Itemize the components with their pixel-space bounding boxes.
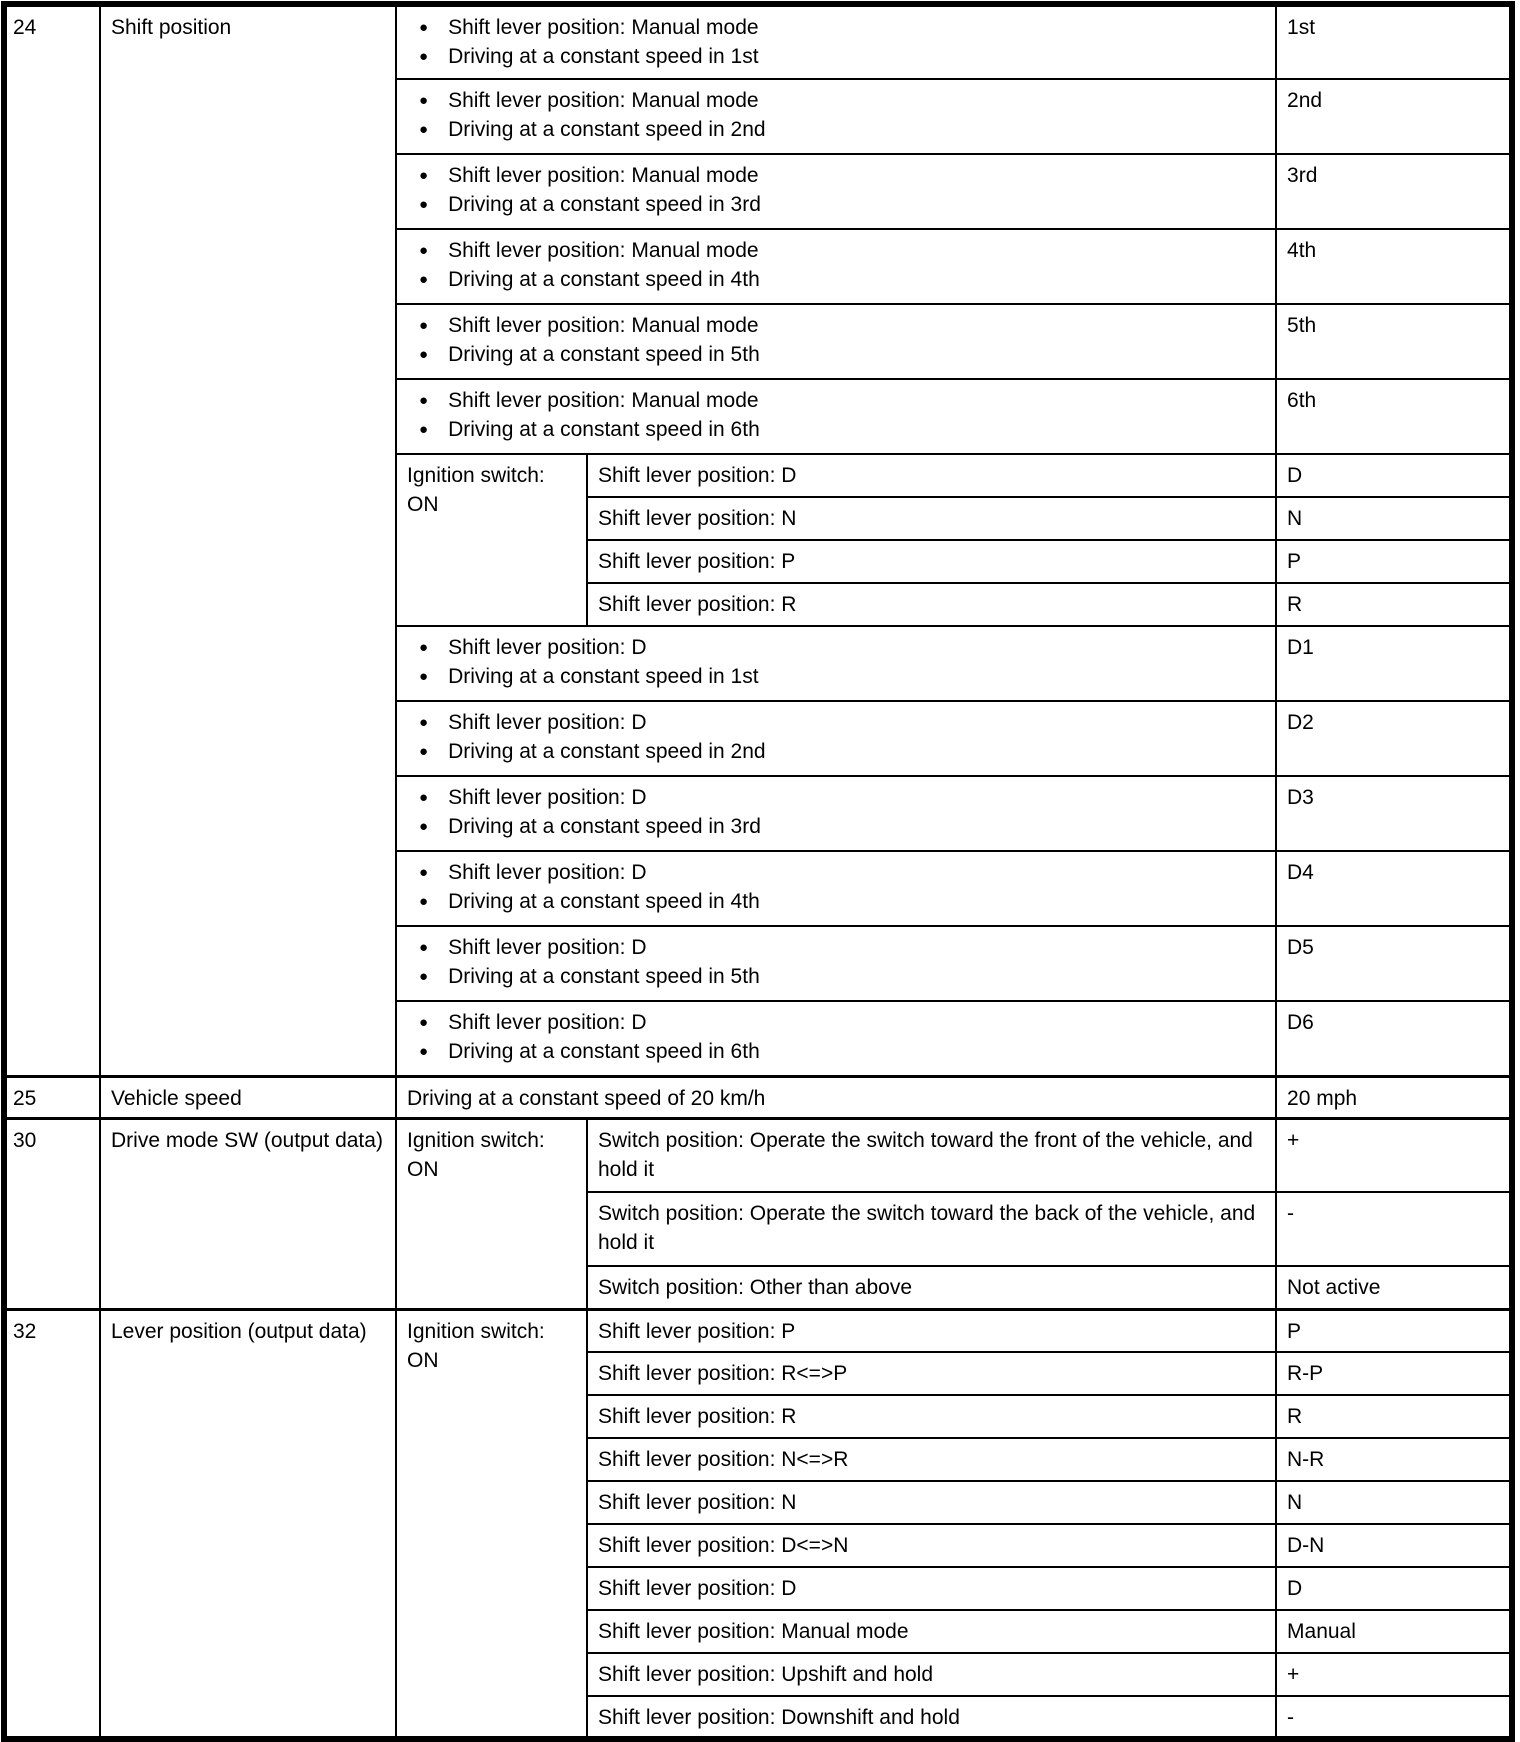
condition-text: Shift lever position: Manual mode xyxy=(448,16,759,39)
condition-text: Driving at a constant speed in 1st xyxy=(448,665,759,688)
condition-line xyxy=(407,708,1265,737)
value-cell: D xyxy=(1276,1567,1512,1610)
value-cell: N xyxy=(1276,497,1512,540)
bullet-icon: ● xyxy=(419,789,429,806)
table-row xyxy=(4,4,1512,79)
condition-text: Shift lever position: D xyxy=(448,786,647,809)
value-cell: D-N xyxy=(1276,1524,1512,1567)
condition-cell xyxy=(396,701,1276,776)
bullet-icon: ● xyxy=(419,392,429,409)
bullet-icon: ● xyxy=(419,167,429,184)
condition-line xyxy=(407,311,1265,340)
bullet-icon: ● xyxy=(419,714,429,731)
condition-cell xyxy=(396,4,1276,79)
bullet-icon: ● xyxy=(419,48,429,65)
condition-cell xyxy=(396,776,1276,851)
bullet-icon: ● xyxy=(419,421,429,438)
value-cell: N-R xyxy=(1276,1438,1512,1481)
condition-cell: Shift lever position: R xyxy=(587,583,1276,626)
condition-text: Driving at a constant speed in 1st xyxy=(448,45,759,68)
condition-cell xyxy=(396,304,1276,379)
value-cell: 1st xyxy=(1276,4,1512,79)
condition-cell xyxy=(396,229,1276,304)
value-cell: D5 xyxy=(1276,926,1512,1001)
condition-line xyxy=(407,737,1265,766)
condition-text: Shift lever position: Manual mode xyxy=(448,314,759,337)
condition-line xyxy=(407,858,1265,887)
condition-text: Shift lever position: Manual mode xyxy=(448,164,759,187)
condition-line xyxy=(407,340,1265,369)
value-cell: D6 xyxy=(1276,1001,1512,1076)
value-cell: D1 xyxy=(1276,626,1512,701)
value-cell: P xyxy=(1276,540,1512,583)
condition-cell: Shift lever position: P xyxy=(587,1309,1276,1352)
condition-line xyxy=(407,115,1265,144)
item-cell: Shift position xyxy=(100,4,396,1076)
condition-text: Shift lever position: D xyxy=(448,1011,647,1034)
item-cell: Lever position (output data) xyxy=(100,1309,396,1739)
diagnostic-data-table xyxy=(1,1,1515,1742)
condition-line xyxy=(407,13,1265,42)
value-cell: Manual xyxy=(1276,1610,1512,1653)
bullet-icon: ● xyxy=(419,19,429,36)
condition-line xyxy=(407,236,1265,265)
value-cell: D2 xyxy=(1276,701,1512,776)
condition-line xyxy=(407,265,1265,294)
value-cell: + xyxy=(1276,1653,1512,1696)
row-id-cell: 32 xyxy=(4,1309,100,1739)
condition-line xyxy=(407,1037,1265,1066)
condition-text: Driving at a constant speed in 5th xyxy=(448,343,760,366)
bullet-icon: ● xyxy=(419,939,429,956)
value-cell: R-P xyxy=(1276,1352,1512,1395)
condition-text: Shift lever position: Manual mode xyxy=(448,89,759,112)
value-cell: Not active xyxy=(1276,1266,1512,1309)
condition-cell: Shift lever position: N xyxy=(587,497,1276,540)
item-cell: Drive mode SW (output data) xyxy=(100,1118,396,1309)
condition-cell: Driving at a constant speed of 20 km/h xyxy=(396,1076,1276,1118)
condition-cell xyxy=(396,926,1276,1001)
condition-cell: Shift lever position: D xyxy=(587,1567,1276,1610)
bullet-icon: ● xyxy=(419,1014,429,1031)
condition-cell xyxy=(396,379,1276,454)
value-cell: D4 xyxy=(1276,851,1512,926)
bullet-icon: ● xyxy=(419,92,429,109)
condition-text: Driving at a constant speed in 4th xyxy=(448,268,760,291)
bullet-icon: ● xyxy=(419,121,429,138)
condition-cell: Shift lever position: Downshift and hold xyxy=(587,1696,1276,1739)
table-row xyxy=(4,1309,1512,1352)
diagnostic-table-body xyxy=(4,4,1512,1739)
condition-text: Driving at a constant speed in 2nd xyxy=(448,118,766,141)
value-cell: 3rd xyxy=(1276,154,1512,229)
row-id-cell: 25 xyxy=(4,1076,100,1118)
condition-text: Shift lever position: D xyxy=(448,711,647,734)
value-cell: 20 mph xyxy=(1276,1076,1512,1118)
value-cell: 4th xyxy=(1276,229,1512,304)
bullet-icon: ● xyxy=(419,317,429,334)
bullet-icon: ● xyxy=(419,639,429,656)
condition-line xyxy=(407,86,1265,115)
condition-cell xyxy=(396,154,1276,229)
value-cell: + xyxy=(1276,1118,1512,1192)
condition-text: Driving at a constant speed in 3rd xyxy=(448,193,761,216)
ignition-label-cell: Ignition switch: ON xyxy=(396,1118,587,1309)
condition-text: Shift lever position: Manual mode xyxy=(448,239,759,262)
condition-cell: Shift lever position: R<=>P xyxy=(587,1352,1276,1395)
condition-cell: Switch position: Other than above xyxy=(587,1266,1276,1309)
bullet-icon: ● xyxy=(419,818,429,835)
condition-text: Driving at a constant speed in 6th xyxy=(448,418,760,441)
bullet-icon: ● xyxy=(419,743,429,760)
condition-text: Shift lever position: D xyxy=(448,936,647,959)
item-cell: Vehicle speed xyxy=(100,1076,396,1118)
condition-cell: Shift lever position: N xyxy=(587,1481,1276,1524)
condition-line xyxy=(407,962,1265,991)
ignition-label-cell: Ignition switch: ON xyxy=(396,1309,587,1739)
bullet-icon: ● xyxy=(419,668,429,685)
condition-cell: Switch position: Operate the switch toward the back of the vehicle, and hold it xyxy=(587,1192,1276,1266)
bullet-icon: ● xyxy=(419,1043,429,1060)
condition-cell xyxy=(396,851,1276,926)
value-cell: - xyxy=(1276,1192,1512,1266)
condition-line xyxy=(407,42,1265,71)
condition-cell: Switch position: Operate the switch toward the front of the vehicle, and hold it xyxy=(587,1118,1276,1192)
ignition-label-cell: Ignition switch: ON xyxy=(396,454,587,626)
bullet-icon: ● xyxy=(419,242,429,259)
condition-text: Shift lever position: D xyxy=(448,861,647,884)
condition-line xyxy=(407,415,1265,444)
row-id-cell: 30 xyxy=(4,1118,100,1309)
value-cell: D3 xyxy=(1276,776,1512,851)
condition-cell: Shift lever position: Upshift and hold xyxy=(587,1653,1276,1696)
condition-cell: Shift lever position: N<=>R xyxy=(587,1438,1276,1481)
condition-text: Driving at a constant speed in 4th xyxy=(448,890,760,913)
condition-text: Shift lever position: D xyxy=(448,636,647,659)
value-cell: R xyxy=(1276,1395,1512,1438)
condition-cell: Shift lever position: D<=>N xyxy=(587,1524,1276,1567)
row-id-cell: 24 xyxy=(4,4,100,1076)
value-cell: D xyxy=(1276,454,1512,497)
condition-cell: Shift lever position: Manual mode xyxy=(587,1610,1276,1653)
value-cell: P xyxy=(1276,1309,1512,1352)
condition-text: Driving at a constant speed in 6th xyxy=(448,1040,760,1063)
condition-line xyxy=(407,1008,1265,1037)
value-cell: 5th xyxy=(1276,304,1512,379)
condition-line xyxy=(407,386,1265,415)
condition-line xyxy=(407,662,1265,691)
condition-line xyxy=(407,161,1265,190)
value-cell: R xyxy=(1276,583,1512,626)
bullet-icon: ● xyxy=(419,893,429,910)
condition-text: Driving at a constant speed in 3rd xyxy=(448,815,761,838)
condition-line xyxy=(407,887,1265,916)
value-cell: 6th xyxy=(1276,379,1512,454)
condition-cell: Shift lever position: P xyxy=(587,540,1276,583)
condition-text: Shift lever position: Manual mode xyxy=(448,389,759,412)
condition-line xyxy=(407,812,1265,841)
condition-line xyxy=(407,783,1265,812)
bullet-icon: ● xyxy=(419,864,429,881)
bullet-icon: ● xyxy=(419,271,429,288)
condition-cell xyxy=(396,79,1276,154)
condition-cell: Shift lever position: R xyxy=(587,1395,1276,1438)
condition-cell xyxy=(396,626,1276,701)
condition-line xyxy=(407,933,1265,962)
value-cell: 2nd xyxy=(1276,79,1512,154)
condition-text: Driving at a constant speed in 5th xyxy=(448,965,760,988)
table-row xyxy=(4,1076,1512,1118)
condition-cell: Shift lever position: D xyxy=(587,454,1276,497)
condition-text: Driving at a constant speed in 2nd xyxy=(448,740,766,763)
value-cell: - xyxy=(1276,1696,1512,1739)
condition-line xyxy=(407,633,1265,662)
condition-cell xyxy=(396,1001,1276,1076)
bullet-icon: ● xyxy=(419,196,429,213)
table-row xyxy=(4,1118,1512,1192)
bullet-icon: ● xyxy=(419,346,429,363)
value-cell: N xyxy=(1276,1481,1512,1524)
bullet-icon: ● xyxy=(419,968,429,985)
condition-line xyxy=(407,190,1265,219)
